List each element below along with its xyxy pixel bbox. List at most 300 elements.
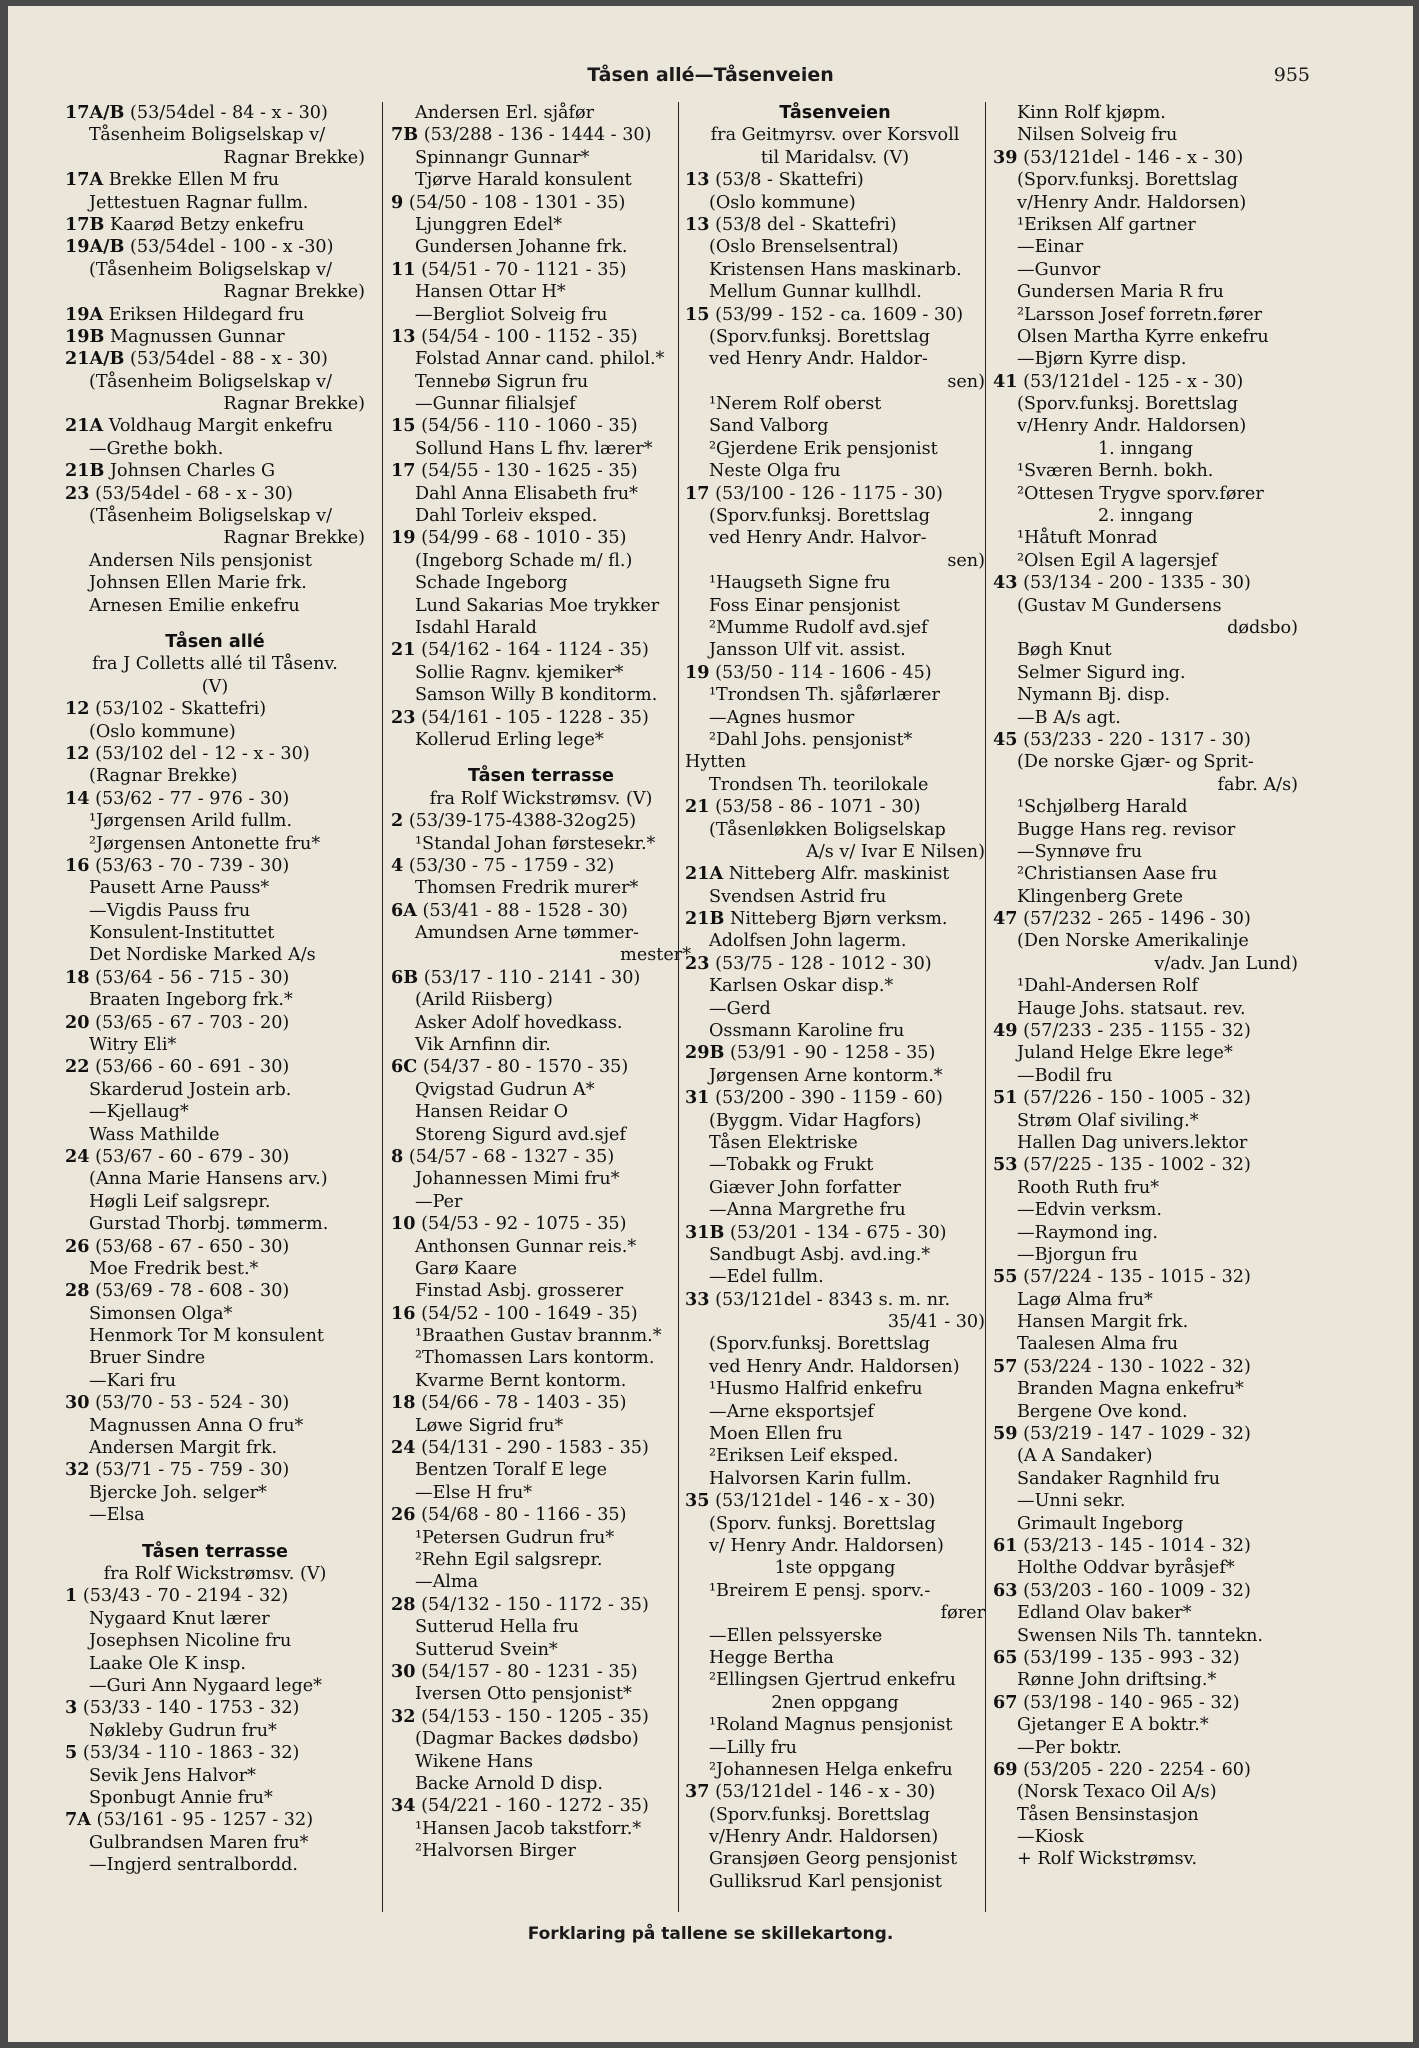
house-number: 15 <box>391 415 416 437</box>
address-entry <box>65 1742 365 1764</box>
entry-text: Nitteberg Bjørn verksm. <box>729 909 948 930</box>
house-number: 21A/B <box>65 348 125 370</box>
house-number: 47 <box>993 908 1018 930</box>
entry-text: (53/203 - 160 - 1009 - 32) <box>1023 1580 1251 1601</box>
entry-text: (53/201 - 134 - 675 - 30) <box>729 1222 947 1243</box>
house-number: 4 <box>391 854 404 876</box>
address-entry <box>685 1781 985 1803</box>
address-entry <box>391 707 691 729</box>
resident-line: Halvorsen Karin fullm. <box>709 1468 912 1489</box>
address-entry <box>391 967 691 989</box>
resident-line: Svendsen Astrid fru <box>709 886 887 907</box>
column-divider <box>985 102 986 1912</box>
resident-line: ²Halvorsen Birger <box>415 1841 576 1862</box>
entry-text: (53/121del - 8343 s. m. nr. <box>715 1289 951 1310</box>
house-number: 12 <box>65 698 90 720</box>
resident-line: Hansen Ottar H* <box>415 282 566 303</box>
resident-line: Pausett Arne Pauss* <box>89 878 270 899</box>
entry-text: (53/219 - 147 - 1029 - 32) <box>1023 1424 1251 1445</box>
house-number: 10 <box>391 1213 416 1235</box>
house-number: 6A <box>391 899 417 921</box>
house-number: 32 <box>65 1459 90 1481</box>
house-number: 17 <box>685 482 710 504</box>
address-entry <box>993 1535 1298 1557</box>
address-entry <box>65 1280 365 1302</box>
house-number: 45 <box>993 728 1018 750</box>
continuation-line: mester* <box>620 945 691 966</box>
resident-line: Skarderud Jostein arb. <box>89 1079 292 1100</box>
resident-line: ved Henry Andr. Haldor- <box>709 349 928 370</box>
entry-text: (54/68 - 80 - 1166 - 35) <box>421 1505 627 1526</box>
house-number: 16 <box>391 1302 416 1324</box>
resident-line: Klingenberg Grete <box>1017 886 1184 907</box>
resident-line: ¹Breirem E pensj. sporv.- <box>709 1580 931 1601</box>
address-entry <box>65 214 365 236</box>
resident-line: ¹Haugseth Signe fru <box>709 573 891 594</box>
resident-line: Ossmann Karoline fru <box>709 1021 905 1042</box>
address-entry <box>65 483 365 505</box>
address-entry <box>685 214 985 236</box>
resident-line: ¹Petersen Gudrun fru* <box>415 1527 615 1548</box>
resident-line: Swensen Nils Th. tanntekn. <box>1017 1625 1264 1646</box>
resident-line: Jansson Ulf vit. assist. <box>709 640 906 661</box>
entry-text: (53/213 - 145 - 1014 - 32) <box>1023 1536 1251 1556</box>
resident-line: Gjetanger E A boktr.* <box>1017 1715 1209 1736</box>
address-entry <box>685 1087 985 1109</box>
entry-text: (53/65 - 67 - 703 - 20) <box>95 1012 290 1033</box>
resident-line: Andersen Nils pensjonist <box>89 550 312 571</box>
resident-line: Rooth Ruth fru* <box>1017 1177 1160 1198</box>
resident-line: Kinn Rolf kjøpm. <box>1017 103 1166 123</box>
resident-line: (Oslo Brenselsentral) <box>709 237 899 258</box>
house-number: 26 <box>65 1235 90 1257</box>
entry-text: (54/57 - 68 - 1327 - 35) <box>408 1146 615 1167</box>
house-number: 59 <box>993 1423 1018 1445</box>
centered-note: til Maridalsv. (V) <box>760 147 910 168</box>
address-entry <box>993 908 1298 930</box>
house-number: 18 <box>65 966 90 988</box>
entry-text: (53/75 - 128 - 1012 - 30) <box>715 953 932 974</box>
column-4 <box>993 102 1298 1922</box>
resident-line: Vik Arnfinn dir. <box>415 1035 551 1056</box>
house-number: 21A <box>685 863 724 885</box>
entry-text: (54/161 - 105 - 1228 - 35) <box>421 707 649 728</box>
resident-line: Konsulent-Instituttet <box>89 923 275 944</box>
resident-line: (Sporv.funksj. Borettslag <box>709 1804 931 1825</box>
resident-line: (A A Sandaker) <box>1017 1446 1153 1467</box>
entry-text: (53/70 - 53 - 524 - 30) <box>95 1393 290 1414</box>
continuation-line: A/s v/ Ivar E Nilsen) <box>806 841 985 862</box>
resident-line: Jørgensen Arne kontorm.* <box>709 1065 943 1086</box>
address-entry <box>65 1012 365 1034</box>
centered-note: fra J Colletts allé til Tåsenv. <box>92 654 338 675</box>
resident-line: Garø Kaare <box>415 1258 518 1279</box>
entry-text: Voldhaug Margit enkefru <box>108 416 333 437</box>
house-number: 31B <box>685 1221 725 1243</box>
address-entry <box>65 415 365 437</box>
resident-line: (Tåsenheim Boligselskap v/ <box>89 506 333 527</box>
entry-text: (54/52 - 100 - 1649 - 35) <box>421 1303 638 1324</box>
resident-line: Edland Olav baker* <box>1017 1603 1192 1624</box>
address-entry <box>65 1056 365 1078</box>
house-number: 13 <box>685 169 710 191</box>
resident-line: —Kari fru <box>89 1370 177 1391</box>
resident-line: Kristensen Hans maskinarb. <box>709 259 962 280</box>
address-entry <box>65 304 365 326</box>
house-number: 21A <box>65 415 104 437</box>
entry-text: (53/205 - 220 - 2254 - 60) <box>1023 1759 1251 1780</box>
resident-line: ²Larsson Josef forretn.fører <box>1017 304 1263 325</box>
entry-text: (54/221 - 160 - 1272 - 35) <box>421 1796 649 1817</box>
address-entry <box>391 460 691 482</box>
address-entry <box>685 1042 985 1064</box>
address-entry <box>993 1580 1298 1602</box>
entry-text: (53/64 - 56 - 715 - 30) <box>95 967 290 988</box>
address-entry <box>391 1706 691 1728</box>
resident-line: Moe Fredrik best.* <box>89 1258 259 1279</box>
resident-line: Sandaker Ragnhild fru <box>1017 1468 1221 1489</box>
house-number: 2 <box>391 810 404 832</box>
resident-line: —Bodil fru <box>1017 1065 1113 1086</box>
resident-line: Johnsen Ellen Marie frk. <box>89 573 307 594</box>
entry-text: (53/17 - 110 - 2141 - 30) <box>423 967 641 988</box>
entry-text: Eriksen Hildegard fru <box>108 304 305 325</box>
address-entry <box>65 1809 365 1831</box>
address-entry <box>993 371 1298 393</box>
continuation-line: Ragnar Brekke) <box>223 147 365 168</box>
resident-line: (Sporv. funksj. Borettslag <box>709 1513 936 1534</box>
resident-line: Hauge Johs. statsaut. rev. <box>1017 998 1246 1019</box>
spacer <box>65 617 365 631</box>
column-divider <box>382 102 383 1912</box>
resident-line: Bentzen Toralf E lege <box>415 1460 608 1481</box>
address-entry <box>391 527 691 549</box>
address-entry <box>65 348 365 370</box>
house-number: 23 <box>685 952 710 974</box>
address-entry <box>65 967 365 989</box>
house-number: 13 <box>391 325 416 347</box>
centered-note: 1. inngang <box>1097 438 1193 459</box>
address-entry <box>65 743 365 765</box>
house-number: 43 <box>993 572 1018 594</box>
house-number: 18 <box>391 1392 416 1414</box>
house-number: 17A/B <box>65 102 125 123</box>
address-entry <box>391 1437 691 1459</box>
house-number: 19 <box>391 527 416 549</box>
resident-line: —Bjørn Kyrre disp. <box>1017 349 1187 370</box>
entry-text: (53/68 - 67 - 650 - 30) <box>95 1236 290 1257</box>
resident-line: Nymann Bj. disp. <box>1017 685 1171 706</box>
resident-line: ¹Eriksen Alf gartner <box>1017 214 1196 235</box>
resident-line: ²Rehn Egil salgsrepr. <box>415 1550 603 1570</box>
resident-line: Witry Eli* <box>89 1035 177 1056</box>
entry-text: (57/226 - 150 - 1005 - 32) <box>1023 1088 1251 1109</box>
house-number: 5 <box>65 1742 78 1764</box>
resident-line: Wass Mathilde <box>89 1124 220 1145</box>
resident-line: —Gunvor <box>1017 259 1101 280</box>
entry-text: (53/66 - 60 - 691 - 30) <box>95 1057 290 1078</box>
entry-text: (53/30 - 75 - 1759 - 32) <box>408 855 615 876</box>
resident-line: —Bergliot Solveig fru <box>415 304 608 325</box>
entry-text: (53/121del - 146 - x - 30) <box>715 1491 936 1512</box>
entry-text: (53/50 - 114 - 1606 - 45) <box>715 662 932 683</box>
address-entry <box>685 304 985 326</box>
house-number: 26 <box>391 1504 416 1526</box>
address-entry <box>391 639 691 661</box>
resident-line: ¹Nerem Rolf oberst <box>709 394 882 415</box>
resident-line: Spinnangr Gunnar* <box>415 147 590 168</box>
resident-line: ¹Trondsen Th. sjåførlærer <box>709 685 940 706</box>
house-number: 33 <box>685 1288 710 1310</box>
resident-line: Bergene Ove kond. <box>1017 1401 1188 1422</box>
resident-line: ¹Hansen Jacob takstforr.* <box>415 1818 642 1839</box>
continuation-line: fører <box>940 1603 985 1624</box>
centered-note: fra Rolf Wickstrømsv. (V) <box>429 788 653 809</box>
entry-text: (53/198 - 140 - 965 - 32) <box>1023 1692 1240 1713</box>
resident-line: Sollie Ragnv. kjemiker* <box>415 662 624 683</box>
address-entry <box>993 1087 1298 1109</box>
column-1 <box>65 102 365 1922</box>
address-entry <box>685 662 985 684</box>
continuation-line: Ragnar Brekke) <box>223 394 365 415</box>
resident-line: (Ingeborg Schade m/ fl.) <box>415 550 633 571</box>
entry-text: (53/34 - 110 - 1863 - 32) <box>82 1743 300 1764</box>
house-number: 53 <box>993 1154 1018 1176</box>
entry-text: (53/54del - 68 - x - 30) <box>95 483 293 504</box>
house-number: 51 <box>993 1087 1018 1109</box>
entry-text: Nitteberg Alfr. maskinist <box>728 864 950 885</box>
resident-line: Hansen Margit frk. <box>1017 1312 1189 1333</box>
resident-line: ¹Sværen Bernh. bokh. <box>1017 461 1214 482</box>
resident-line: —Anna Margrethe fru <box>709 1200 906 1221</box>
centered-note: fra Rolf Wickstrømsv. (V) <box>103 1564 327 1584</box>
house-number: 6C <box>391 1056 418 1078</box>
entry-text: (54/132 - 150 - 1172 - 35) <box>421 1594 649 1615</box>
resident-line: Asker Adolf hovedkass. <box>415 1012 623 1033</box>
address-entry <box>391 1504 691 1526</box>
address-entry <box>65 1697 365 1719</box>
address-entry <box>65 460 365 482</box>
resident-line: (Arild Riisberg) <box>415 990 553 1011</box>
house-number: 55 <box>993 1266 1018 1288</box>
entry-text: (53/67 - 60 - 679 - 30) <box>95 1146 290 1167</box>
resident-line: ²Mumme Rudolf avd.sjef <box>709 617 928 638</box>
continuation-line: Ragnar Brekke) <box>223 528 365 549</box>
resident-line: Adolfsen John lagerm. <box>709 931 907 952</box>
address-entry <box>685 908 985 930</box>
resident-line: —Lilly fru <box>709 1737 797 1758</box>
house-number: 37 <box>685 1781 710 1803</box>
house-number: 39 <box>993 146 1018 168</box>
entry-text: (53/199 - 135 - 993 - 32) <box>1023 1647 1240 1668</box>
entry-text: (53/54del - 84 - x - 30) <box>130 103 328 123</box>
house-number: 6B <box>391 966 419 988</box>
resident-line: Gulbrandsen Maren fru* <box>89 1832 309 1853</box>
address-entry <box>993 147 1298 169</box>
house-number: 63 <box>993 1579 1018 1601</box>
entry-text: (53/8 del - Skattefri) <box>715 214 897 235</box>
resident-line: Det Nordiske Marked A/s <box>89 945 316 966</box>
resident-line: Giæver John forfatter <box>709 1177 901 1198</box>
resident-line: Mellum Gunnar kullhdl. <box>709 282 922 303</box>
resident-line: (Tåsenløkken Boligselskap <box>709 819 946 840</box>
resident-line: Bjercke Joh. selger* <box>89 1482 267 1503</box>
entry-text: (53/161 - 95 - 1257 - 32) <box>96 1810 314 1831</box>
resident-line: ¹Standal Johan førstesekr.* <box>415 833 656 854</box>
house-number: 17 <box>391 460 416 482</box>
resident-line: (Oslo kommune) <box>89 721 236 742</box>
entry-text: (53/54del - 100 - x -30) <box>130 237 334 258</box>
resident-line: —Per <box>415 1191 463 1212</box>
address-entry <box>391 1056 691 1078</box>
resident-line: ²Eriksen Leif eksped. <box>709 1446 899 1467</box>
continuation-line: v/adv. Jan Lund) <box>1154 953 1298 974</box>
entry-text: (53/200 - 390 - 1159 - 60) <box>715 1088 943 1109</box>
entry-text: (53/39-175-4388-32og25) <box>408 811 637 832</box>
resident-line: Lagø Alma fru* <box>1017 1289 1153 1310</box>
centered-note: 2nen oppgang <box>771 1692 899 1713</box>
house-number: 49 <box>993 1020 1018 1042</box>
resident-line: Gransjøen Georg pensjonist <box>709 1849 958 1870</box>
entry-text: (53/33 - 140 - 1753 - 32) <box>82 1698 300 1719</box>
centered-note: 1ste oppgang <box>774 1558 896 1579</box>
resident-line: (Sporv.funksj. Borettslag <box>709 326 931 347</box>
resident-line: (Dagmar Backes dødsbo) <box>415 1729 639 1750</box>
resident-line: —Arne eksportsjef <box>709 1401 874 1422</box>
resident-line: ²Jørgensen Antonette fru* <box>89 833 321 854</box>
house-number: 24 <box>391 1437 416 1459</box>
resident-line: + Rolf Wickstrømsv. <box>1017 1849 1198 1870</box>
address-entry <box>685 863 985 885</box>
address-entry <box>65 1585 365 1607</box>
entry-text: (53/121del - 146 - x - 30) <box>715 1782 936 1803</box>
resident-line: —Edel fullm. <box>709 1267 824 1288</box>
address-entry <box>391 1303 691 1325</box>
resident-line: ¹Schjølberg Harald <box>1017 797 1188 818</box>
address-entry <box>993 729 1298 751</box>
entry-text: (54/99 - 68 - 1010 - 35) <box>421 528 627 549</box>
resident-line: Rønne John driftsing.* <box>1017 1670 1217 1691</box>
house-number: 67 <box>993 1691 1018 1713</box>
resident-line: Thomsen Fredrik murer* <box>415 878 639 899</box>
address-entry <box>391 810 691 832</box>
resident-line: Holthe Oddvar byråsjef* <box>1017 1558 1235 1579</box>
resident-line: Sand Valborg <box>709 416 829 437</box>
entry-text: (54/51 - 70 - 1121 - 35) <box>421 259 627 280</box>
house-number: 21 <box>391 639 416 661</box>
resident-line: —Synnøve fru <box>1017 841 1143 862</box>
resident-line: (Anna Marie Hansens arv.) <box>89 1169 328 1190</box>
resident-line: (De norske Gjær- og Sprit- <box>1017 752 1254 773</box>
entry-text: (53/102 del - 12 - x - 30) <box>95 743 310 764</box>
address-entry <box>65 1392 365 1414</box>
address-entry <box>685 1289 985 1311</box>
address-entry <box>65 236 365 258</box>
house-number: 7B <box>391 124 419 146</box>
continuation-line: sen) <box>947 550 985 571</box>
resident-line: Finstad Asbj. grosserer <box>415 1281 624 1302</box>
entry-text: (54/162 - 164 - 1124 - 35) <box>421 640 649 661</box>
address-entry <box>685 1222 985 1244</box>
resident-line: —B A/s agt. <box>1017 707 1121 728</box>
resident-line: (Den Norske Amerikalinje <box>1017 931 1249 952</box>
entry-text: (54/54 - 100 - 1152 - 35) <box>421 326 638 347</box>
address-entry <box>993 1759 1298 1781</box>
resident-line: —Unni sekr. <box>1017 1491 1126 1512</box>
address-entry <box>993 1154 1298 1176</box>
resident-line: v/Henry Andr. Haldorsen) <box>1017 416 1247 437</box>
address-entry <box>391 415 691 437</box>
house-number: 17A <box>65 169 104 191</box>
address-entry <box>391 192 691 214</box>
address-entry <box>391 326 691 348</box>
resident-line: (Sporv.funksj. Borettslag <box>709 506 931 527</box>
resident-line: Sevik Jens Halvor* <box>89 1765 256 1786</box>
entry-text: (53/102 - Skattefri) <box>95 699 267 720</box>
resident-line: Hegge Bertha <box>709 1647 834 1668</box>
address-entry <box>391 124 691 146</box>
resident-line: (Sporv.funksj. Borettslag <box>1017 394 1239 415</box>
house-number: 17B <box>65 213 105 235</box>
resident-line: v/Henry Andr. Haldorsen) <box>709 1827 939 1848</box>
resident-line: v/ Henry Andr. Haldorsen) <box>709 1536 944 1556</box>
resident-line: ²Johannesen Helga enkefru <box>709 1759 953 1780</box>
resident-line: —Guri Ann Nygaard lege* <box>89 1675 322 1696</box>
house-number: 23 <box>391 706 416 728</box>
centered-note: (V) <box>201 676 229 697</box>
address-entry <box>391 1392 691 1414</box>
house-number: 28 <box>391 1593 416 1615</box>
resident-line: —Gunnar filialsjef <box>415 394 576 415</box>
address-entry <box>993 1647 1298 1669</box>
resident-line: Magnussen Anna O fru* <box>89 1415 304 1436</box>
address-entry <box>65 855 365 877</box>
resident-line: v/Henry Andr. Haldorsen) <box>1017 192 1247 213</box>
entry-text: (54/53 - 92 - 1075 - 35) <box>421 1214 627 1235</box>
entry-text: (53/121del - 125 - x - 30) <box>1023 371 1244 392</box>
house-number: 19A/B <box>65 236 125 258</box>
resident-line: Sandbugt Asbj. avd.ing.* <box>709 1244 931 1265</box>
resident-line: ²Christiansen Aase fru <box>1017 864 1218 885</box>
house-number: 8 <box>391 1145 404 1167</box>
street-heading: Tåsen terrasse <box>468 766 614 787</box>
address-entry <box>391 1795 691 1817</box>
resident-line: Lund Sakarias Moe trykker <box>415 595 660 616</box>
house-number: 61 <box>993 1535 1018 1556</box>
house-number: 22 <box>65 1056 90 1078</box>
entry-text: (53/69 - 78 - 608 - 30) <box>95 1281 290 1302</box>
resident-line: Tåsen Elektriske <box>709 1132 858 1153</box>
resident-line: Amundsen Arne tømmer- <box>415 923 639 944</box>
entry-text: (53/91 - 90 - 1258 - 35) <box>729 1043 936 1064</box>
resident-line: Gundersen Johanne frk. <box>415 237 628 258</box>
resident-line: Neste Olga fru <box>709 461 841 482</box>
entry-text: (53/8 - Skattefri) <box>715 170 864 191</box>
street-heading: Tåsen allé <box>165 631 265 652</box>
resident-line: Trondsen Th. teorilokale <box>709 774 929 795</box>
address-entry <box>993 1692 1298 1714</box>
entry-text: Magnussen Gunnar <box>109 326 285 347</box>
resident-line: (Tåsenheim Boligselskap v/ <box>89 371 333 392</box>
entry-text: (54/56 - 110 - 1060 - 35) <box>421 416 638 437</box>
address-entry <box>993 572 1298 594</box>
address-entry <box>65 698 365 720</box>
resident-line: Jettestuen Ragnar fullm. <box>89 192 309 213</box>
spacer <box>65 1527 365 1541</box>
page-number: 955 <box>1273 64 1310 86</box>
resident-line: (Tåsenheim Boligselskap v/ <box>89 259 333 280</box>
resident-line: —Ellen pelssyerske <box>709 1625 883 1646</box>
